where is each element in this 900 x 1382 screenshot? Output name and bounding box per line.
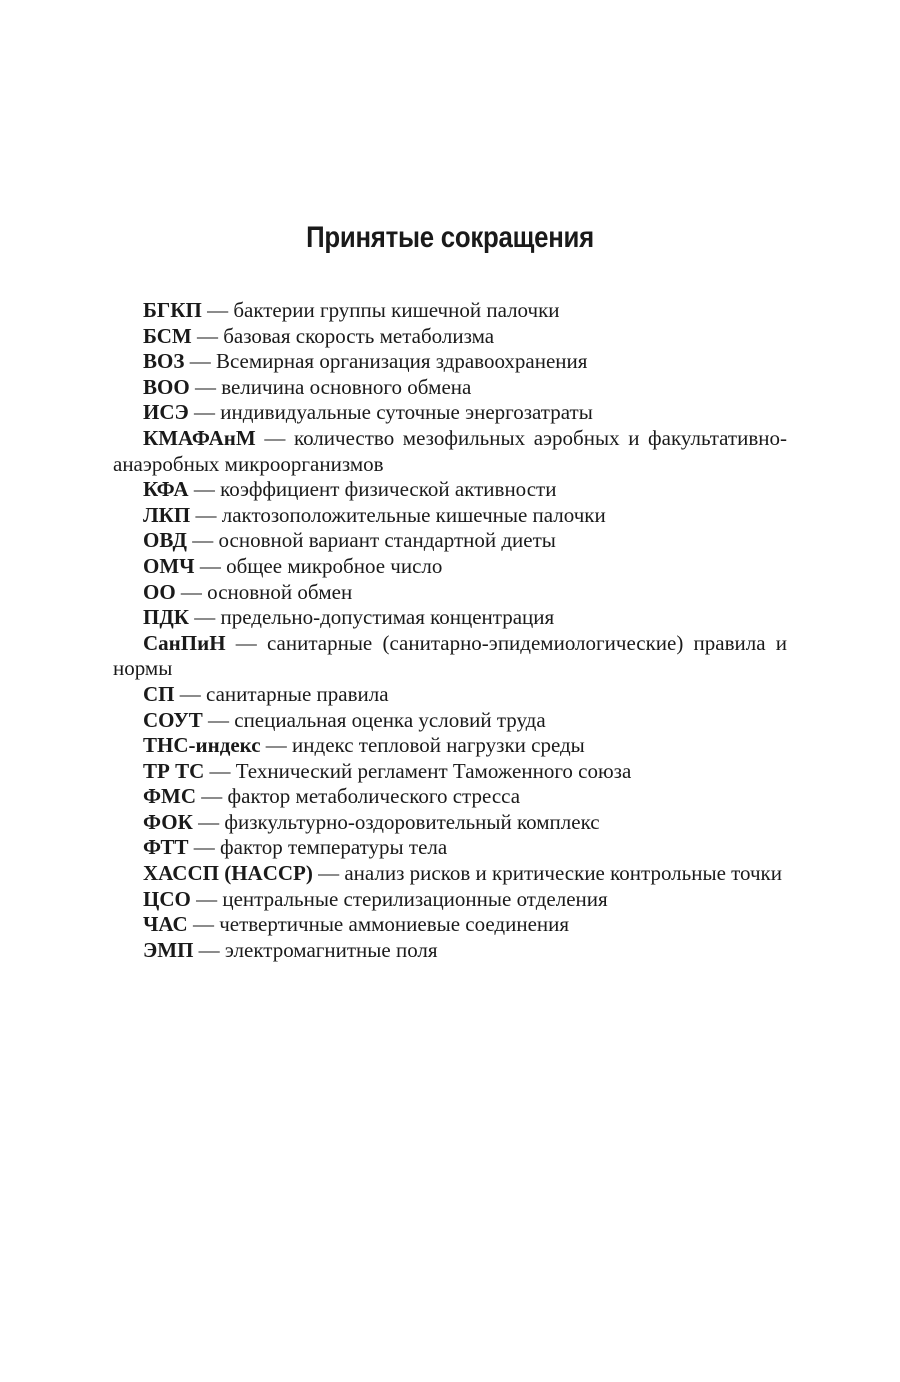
abbreviation-separator: —: [260, 733, 293, 758]
abbreviation-separator: —: [190, 886, 223, 911]
abbreviation-entry: [113, 605, 787, 631]
abbreviation-entry: [113, 477, 787, 503]
abbreviation-definition: анализ рисков и критические контрольные точки: [344, 861, 782, 886]
abbreviation-term: ВОО: [143, 374, 190, 399]
abbreviation-separator: —: [187, 912, 220, 937]
abbreviation-separator: —: [192, 809, 225, 834]
abbreviation-separator: —: [312, 861, 345, 886]
abbreviation-separator: —: [189, 374, 222, 399]
abbreviation-separator: —: [189, 605, 221, 630]
abbreviation-term: СанПиН: [143, 630, 226, 655]
abbreviation-definition: общее микробное число: [226, 553, 443, 578]
abbreviation-entry: [113, 759, 787, 785]
abbreviation-definition: Технический регламент Таможенного союза: [235, 758, 632, 783]
abbreviation-entry: [113, 298, 787, 324]
abbreviation-entry: [113, 682, 787, 708]
abbreviation-definition: центральные стерилизационные отделения: [222, 886, 608, 911]
abbreviation-separator: —: [191, 323, 224, 348]
abbreviation-definition: основной вариант стандартной диеты: [218, 528, 556, 553]
abbreviation-entry: [113, 784, 787, 810]
abbreviation-term: КМАФАнМ: [143, 425, 256, 450]
abbreviation-separator: —: [175, 579, 208, 604]
abbreviation-definition: коэффициент физической активности: [220, 477, 557, 502]
abbreviation-definition: санитарные правила: [206, 681, 389, 706]
abbreviation-entry: [113, 580, 787, 606]
abbreviation-separator: —: [174, 681, 206, 706]
abbreviation-term: ОВД: [143, 528, 187, 553]
abbreviation-term: ХАССП (HACCP): [143, 861, 313, 886]
abbreviation-term: КФА: [143, 477, 189, 502]
abbreviation-term: БСМ: [143, 323, 192, 348]
abbreviation-term: ФТТ: [143, 835, 189, 860]
abbreviation-definition: санитарные (санитарно-эпидемиологические) правила и нормы: [113, 630, 788, 681]
abbreviation-entry: [113, 375, 787, 401]
abbreviation-definition: количество мезофильных аэробных и факультативно-анаэробных микроорганизмов: [113, 425, 787, 476]
abbreviation-term: СОУТ: [143, 707, 203, 732]
abbreviation-definition: электромагнитные поля: [224, 937, 438, 962]
abbreviation-entry: [113, 708, 787, 734]
abbreviation-entry: [113, 631, 787, 682]
abbreviation-definition: специальная оценка условий труда: [234, 707, 546, 732]
abbreviation-definition: предельно-допустимая концентрация: [220, 605, 555, 630]
abbreviation-separator: —: [201, 298, 234, 322]
abbreviation-term: БГКП: [143, 298, 202, 322]
abbreviations-list: [113, 298, 787, 963]
abbreviation-definition: физкультурно-оздоровительный комплекс: [224, 809, 600, 834]
abbreviation-definition: индивидуальные суточные энергозатраты: [220, 400, 593, 425]
abbreviation-entry: [113, 938, 787, 964]
abbreviation-term: ТНС-индекс: [143, 733, 261, 758]
abbreviation-entry: [113, 810, 787, 836]
abbreviation-term: ТР ТС: [143, 758, 205, 783]
abbreviation-definition: величина основного обмена: [221, 374, 472, 399]
abbreviation-separator: —: [204, 758, 236, 783]
abbreviation-separator: —: [225, 630, 267, 655]
abbreviation-entry: [113, 400, 787, 426]
abbreviation-definition: бактерии группы кишечной палочки: [233, 298, 560, 322]
abbreviation-entry: [113, 554, 787, 580]
abbreviation-separator: —: [190, 502, 222, 527]
abbreviation-entry: [113, 835, 787, 861]
abbreviation-entry: [113, 528, 787, 554]
abbreviation-definition: лактозоположительные кишечные палочки: [221, 502, 606, 527]
abbreviation-term: ОМЧ: [143, 553, 195, 578]
abbreviation-entry: [113, 861, 787, 887]
abbreviation-definition: фактор метаболического стресса: [227, 784, 521, 809]
abbreviation-separator: —: [184, 349, 216, 374]
abbreviation-term: ФОК: [143, 809, 193, 834]
abbreviation-definition: индекс тепловой нагрузки среды: [292, 733, 585, 758]
abbreviation-separator: —: [255, 425, 294, 450]
abbreviation-separator: —: [188, 477, 221, 502]
abbreviation-entry: [113, 887, 787, 913]
abbreviation-term: ИСЭ: [143, 400, 189, 425]
abbreviation-separator: —: [188, 835, 221, 860]
abbreviation-definition: фактор температуры тела: [220, 835, 448, 860]
abbreviation-definition: базовая скорость метаболизма: [223, 323, 495, 348]
abbreviation-entry: [113, 912, 787, 938]
abbreviation-entry: [113, 349, 787, 375]
abbreviation-term: ЛКП: [143, 502, 191, 527]
abbreviation-separator: —: [193, 937, 225, 962]
abbreviation-term: СП: [143, 681, 175, 706]
abbreviation-separator: —: [187, 528, 219, 553]
abbreviation-definition: основной обмен: [207, 579, 353, 604]
abbreviation-definition: Всемирная организация здравоохранения: [215, 349, 588, 374]
abbreviation-separator: —: [202, 707, 235, 732]
abbreviation-term: ЦСО: [143, 886, 191, 911]
abbreviation-entry: [113, 503, 787, 529]
abbreviation-entry: [113, 324, 787, 350]
abbreviation-term: ФМС: [143, 784, 197, 809]
abbreviation-entry: [113, 733, 787, 759]
abbreviation-separator: —: [194, 553, 227, 578]
abbreviation-term: ОО: [143, 579, 176, 604]
abbreviation-separator: —: [188, 400, 221, 425]
abbreviation-term: ЭМП: [143, 937, 194, 962]
abbreviation-term: ВОЗ: [143, 349, 185, 374]
abbreviation-definition: четвертичные аммониевые соединения: [219, 912, 570, 937]
abbreviation-term: ПДК: [143, 605, 190, 630]
abbreviation-entry: [113, 426, 787, 477]
abbreviation-separator: —: [196, 784, 228, 809]
abbreviation-term: ЧАС: [143, 912, 188, 937]
page-title: Принятые сокращения: [306, 221, 594, 254]
